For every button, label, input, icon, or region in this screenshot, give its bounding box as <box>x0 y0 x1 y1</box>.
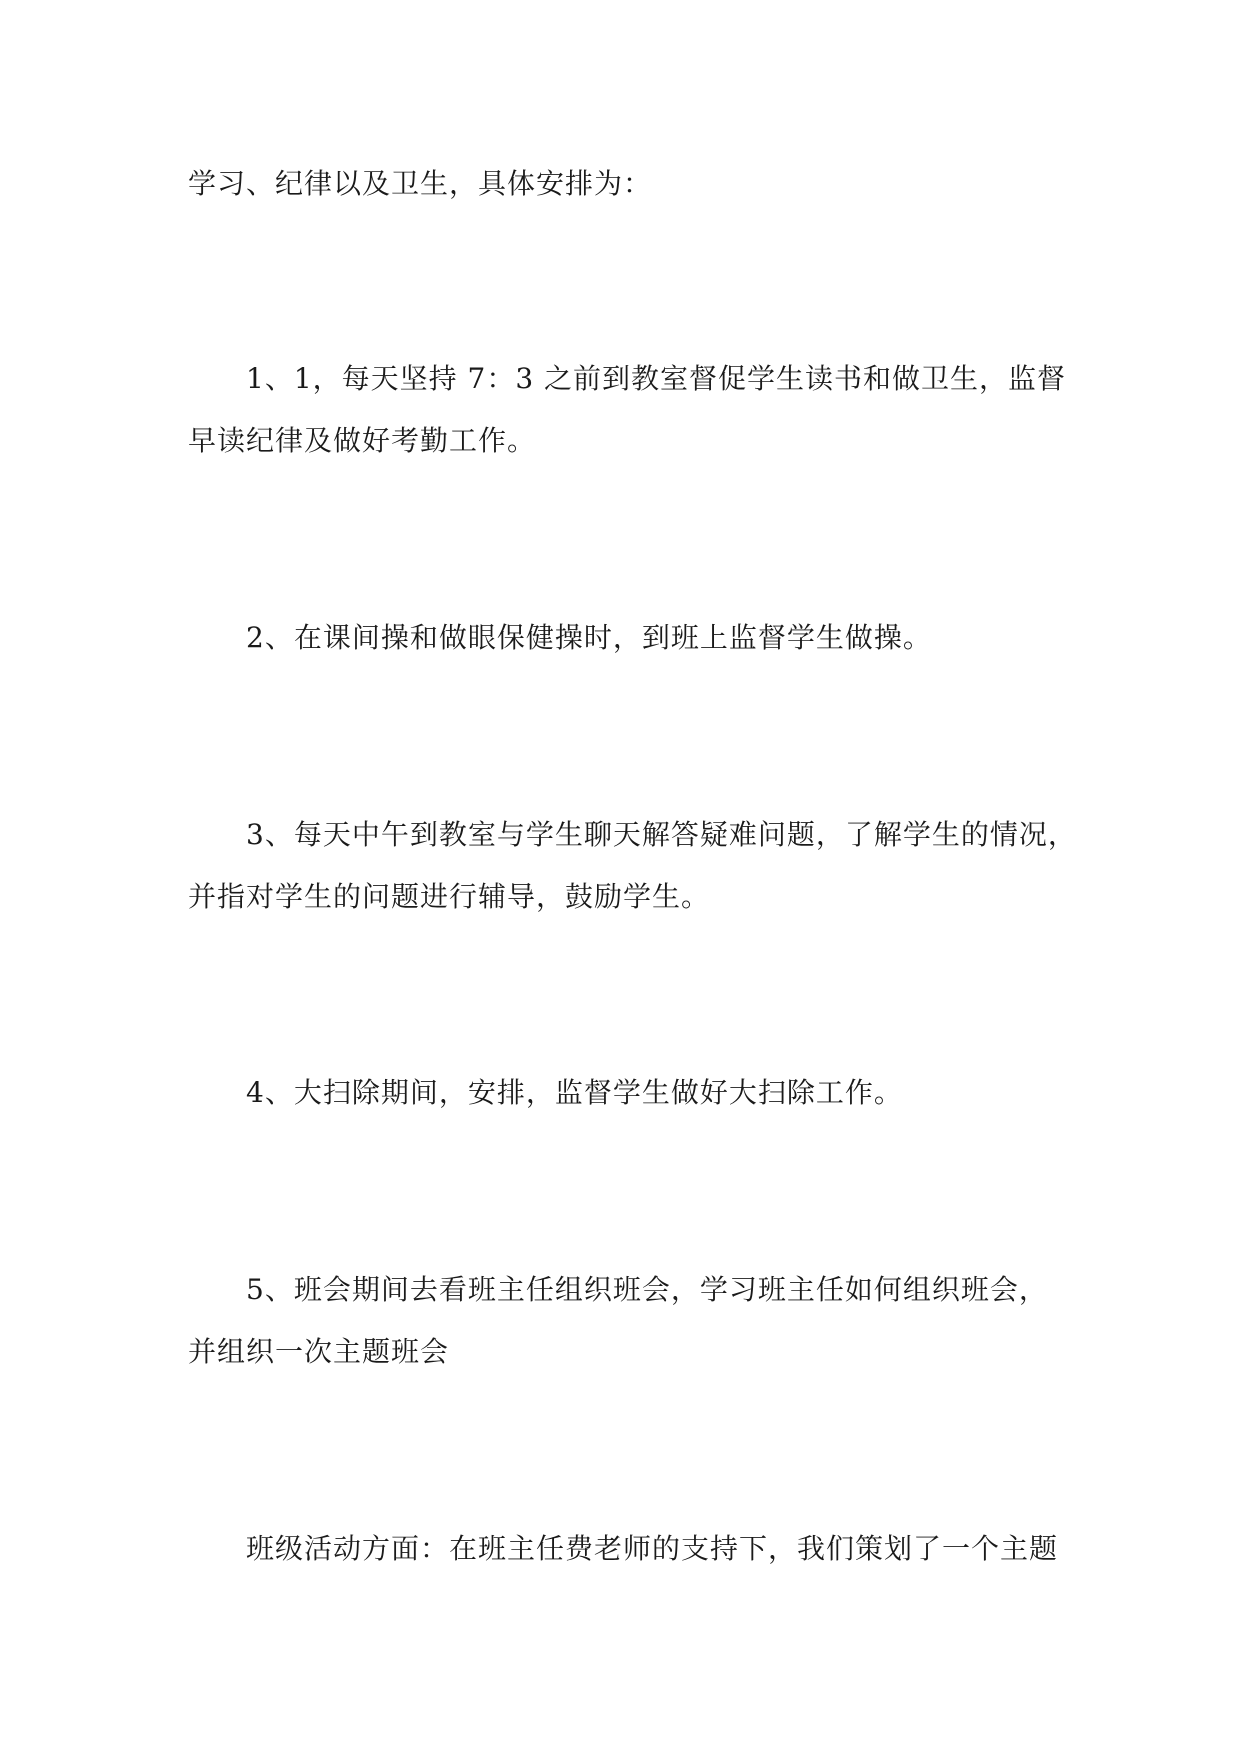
class-activity-line: 班级活动方面：在班主任费老师的支持下，我们策划了一个主题 <box>246 1532 1059 1565</box>
item-1-line-1: 1、1，每天坚持 7：3 之前到教室督促学生读书和做卫生，监督 <box>246 362 1067 395</box>
item-1-line-2: 早读纪律及做好考勤工作。 <box>188 424 537 457</box>
item-3-line-2: 并指对学生的问题进行辅导，鼓励学生。 <box>188 880 711 913</box>
item-2-line: 2、在课间操和做眼保健操时，到班上监督学生做操。 <box>246 621 932 654</box>
item-5-line-1: 5、班会期间去看班主任组织班会，学习班主任如何组织班会， <box>246 1273 1048 1306</box>
item-5-line-2: 并组织一次主题班会 <box>188 1335 450 1368</box>
paragraph-intro-line: 学习、纪律以及卫生，具体安排为： <box>188 167 653 200</box>
item-3-line-1: 3、每天中午到教室与学生聊天解答疑难问题，了解学生的情况， <box>246 818 1077 851</box>
item-4-line: 4、大扫除期间，安排，监督学生做好大扫除工作。 <box>246 1076 903 1109</box>
